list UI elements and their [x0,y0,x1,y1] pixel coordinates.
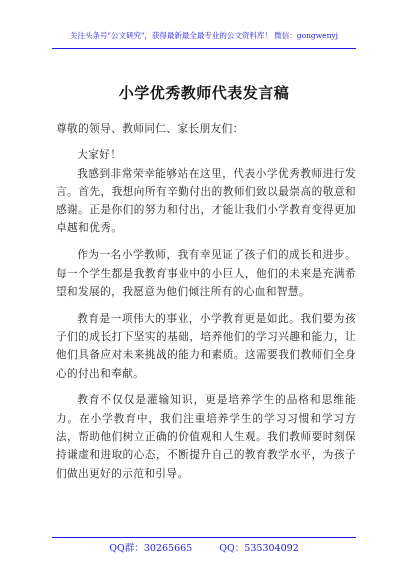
salutation: 尊敬的领导、教师同仁、家长朋友们： [56,123,244,135]
footer-qq: QQ：535304092 [219,543,299,554]
header-note: 关注头条号"公文研究"，获得最新最全最专业的公文资料库！ 微信：gongwenyj [70,31,338,40]
paragraph: 教育不仅仅是灌输知识，更是培养学生的品格和思维能力。在小学教育中，我们注重培养学生的学习习惯和学习方法，帮助他们树立正确的价值观和人生观。我们教师要时刻保持谦虚和进取的心态，不断提升自己的教育教学水平，为孩子们做出更好的示范和引导。 [56,394,356,480]
document-body [56,120,356,491]
document-title: 小学优秀教师代表发言稿 [118,84,290,102]
paragraph: 作为一名小学教师，我有幸见证了孩子们的成长和进步。每一个学生都是我教育事业中的小巨人，他们的未来是充满希望和发展的，我愿意为他们倾注所有的心血和智慧。 [56,249,356,298]
greeting: 大家好！ [77,149,122,162]
paragraph: 教育是一项伟大的事业，小学教育更是如此。我们要为孩子们的成长打下坚实的基础，培养他们的学习兴趣和能力，让他们具备应对未来挑战的能力和素质。这需要我们教师们全身心的付出和奉献。 [56,312,356,380]
paragraph: 我感到非常荣幸能够站在这里，代表小学优秀教师进行发言。首先，我想向所有辛勤付出的教师们致以最崇高的敬意和感谢。正是你们的努力和付出，才能让我们小学教育变得更加卓越和优秀。 [56,167,356,235]
header-divider [52,48,356,49]
footer [0,540,408,554]
footer-qq-group: QQ群：30265665 [109,543,193,554]
footer-divider [52,537,356,538]
